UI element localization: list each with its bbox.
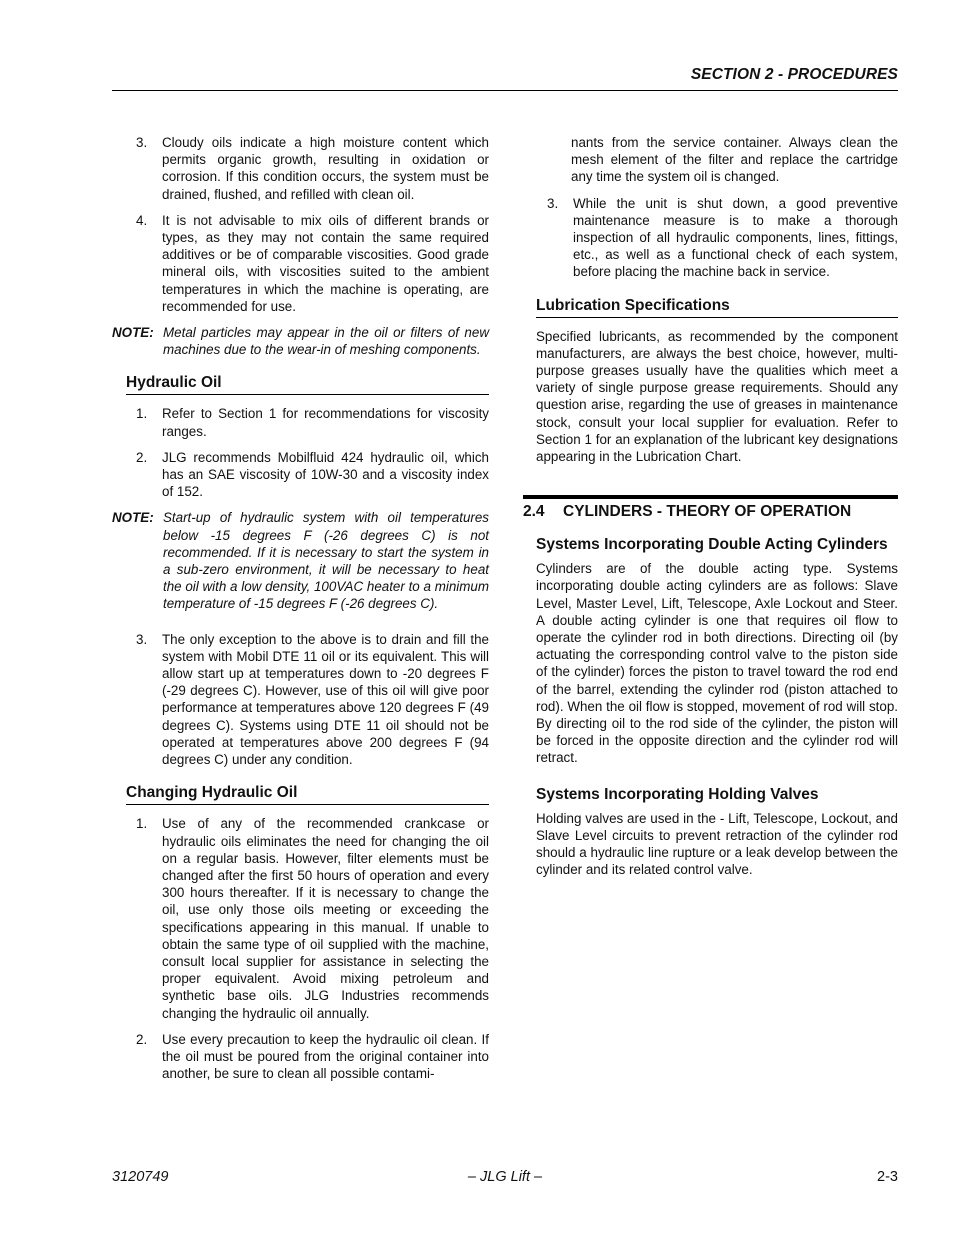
item-number: 3. — [547, 195, 559, 211]
section-number: 2.4 — [523, 503, 545, 521]
doc-number: 3120749 — [112, 1169, 169, 1185]
heading-changing-hydraulic-oil: Changing Hydraulic Oil — [126, 783, 489, 805]
note-metal-particles — [112, 324, 489, 358]
note-label: NOTE: — [112, 325, 154, 341]
item-number: 3. — [136, 135, 148, 150]
section-title: SECTION 2 - PROCEDURES — [690, 66, 898, 83]
footer-center: – JLG Lift – — [467, 1169, 543, 1185]
list-item — [112, 134, 489, 203]
note-text: Metal particles may appear in the oil or filters of new machines due to the wear-in of meshing components. — [163, 325, 489, 358]
heading-holding-valves: Systems Incorporating Holding Valves — [536, 785, 819, 803]
note-label: NOTE: — [112, 510, 154, 526]
item-number: 1. — [136, 816, 148, 832]
list-item — [112, 405, 489, 439]
item-number: 2. — [136, 1031, 148, 1047]
list-item — [112, 212, 489, 315]
item-number: 4. — [136, 212, 148, 228]
item-number: 2. — [136, 449, 148, 465]
section-title-text: CYLINDERS - THEORY OF OPERATION — [563, 503, 852, 521]
list-item — [112, 449, 489, 501]
list-item — [112, 631, 489, 769]
heading-double-acting-cylinders: Systems Incorporating Double Acting Cylinders — [536, 536, 888, 554]
left-column — [112, 134, 489, 1091]
item-text: Use of any of the recommended crankcase or hydraulic oils eliminates the need for changing the oil on a regular basis. However, filter elements must be changed after the first 50 hours of operation and every 300 hours thereafter. If it is necessary to change the oil, use only those oils meeting or exceeding the specifications appearing in this manual. If unable to obtain the same type of oil supplied with the machine, consult local supplier for assistance in selecting the proper equivalent. Avoid mixing petroleum and synthetic base oils. JLG Industries recommends changing the hydraulic oil annually. — [162, 816, 489, 1021]
list-item — [112, 815, 489, 1021]
section-heading-cylinders — [523, 495, 898, 521]
item-text: The only exception to the above is to drain and fill the system with Mobil DTE 11 oil or its equivalent. This will allow start up at temperatures down to -20 degrees F (-29 degrees C). However, use of this oil will give poor performance at temperatures above 120 degrees F (49 degrees C). Systems using DTE 11 oil should not be operated at temperatures above 200 degrees F (94 degrees C) under any condition. — [162, 631, 489, 768]
page-header — [112, 64, 898, 91]
continued-text: nants from the service container. Always clean the mesh element of the filter and replace the cartridge any time the system oil is changed. — [571, 135, 898, 185]
item-number: 3. — [136, 631, 148, 647]
list-item — [523, 195, 898, 281]
item-text: It is not advisable to mix oils of different brands or types, as they may not contain the same required additives or be of comparable viscosities. Good grade mineral oils, with viscosities suited to the ambient temperatures in which the machine is operating, are recommended for use. — [162, 212, 489, 314]
heading-hydraulic-oil: Hydraulic Oil — [126, 373, 489, 395]
heading-lubrication-specifications: Lubrication Specifications — [536, 296, 898, 318]
list-item — [112, 1031, 489, 1083]
item-number: 1. — [136, 406, 148, 422]
item-text: Refer to Section 1 for recommendations for viscosity ranges. — [162, 406, 489, 439]
note-text: Start-up of hydraulic system with oil temperatures below -15 degrees F (-26 degrees C) is not recommended. If it is necessary to start the system in a sub-zero environment, it will be necessary to heat the oil with a low density, 100VAC heater to a minimum temperature of -15 degrees F (-26 degrees C). — [163, 510, 489, 612]
holding-valves-body: Holding valves are used in the - Lift, Telescope, Lockout, and Slave Level circuits to prevent retraction of the cylinder rod should a hydraulic line rupture or a leak develop between the cylinder and its related control valve. — [536, 810, 898, 878]
right-column — [523, 134, 898, 888]
item-text: Cloudy oils indicate a high moisture content which permits organic growth, resulting in oxidation or corrosion. If this condition occurs, the system must be drained, flushed, and refilled with clean oil. — [162, 135, 489, 202]
item-text: JLG recommends Mobilfluid 424 hydraulic oil, which has an SAE viscosity of 10W-30 and a viscosity index of 152. — [162, 449, 489, 500]
item-text: While the unit is shut down, a good preventive maintenance measure is to make a thorough inspection of all hydraulic components, lines, fittings, etc., as well as a functional check of each system, before placing the machine back in service. — [573, 195, 898, 280]
item-text: Use every precaution to keep the hydraulic oil clean. If the oil must be poured from the original container into another, be sure to clean all possible contami- — [162, 1031, 489, 1082]
double-acting-body: Cylinders are of the double acting type. Systems incorporating double acting cylinders are as follows: Slave Level, Master Level, Lift, Telescope, Axle Lockout and Steer. A double acting cylinder is one that requires oil flow to operate the cylinder rod in both directions. Directing oil (by actuating the corresponding control valve to the piston side of the cylinder) forces the piston to travel toward the rod end of the barrel, extending the cylinder rod (piston attached to rod). When the oil flow is stopped, movement of rod will stop. By directing oil to the rod side of the cylinder, the piston will be forced in the opposite direction and the cylinder rod will retract. — [536, 561, 898, 766]
note-startup — [112, 509, 489, 612]
lubrication-body: Specified lubricants, as recommended by the component manufacturers, are always the best choice, however, multi-purpose greases usually have the qualities which meet a variety of single purpose grease requirements. Should any question arise, regarding the use of greases in maintenance stock, consult your local supplier for evaluation. Refer to Section 1 for an explanation of the lubricant key designations appearing in the Lubrication Chart. — [536, 328, 898, 465]
page-number: 2-3 — [877, 1169, 898, 1185]
